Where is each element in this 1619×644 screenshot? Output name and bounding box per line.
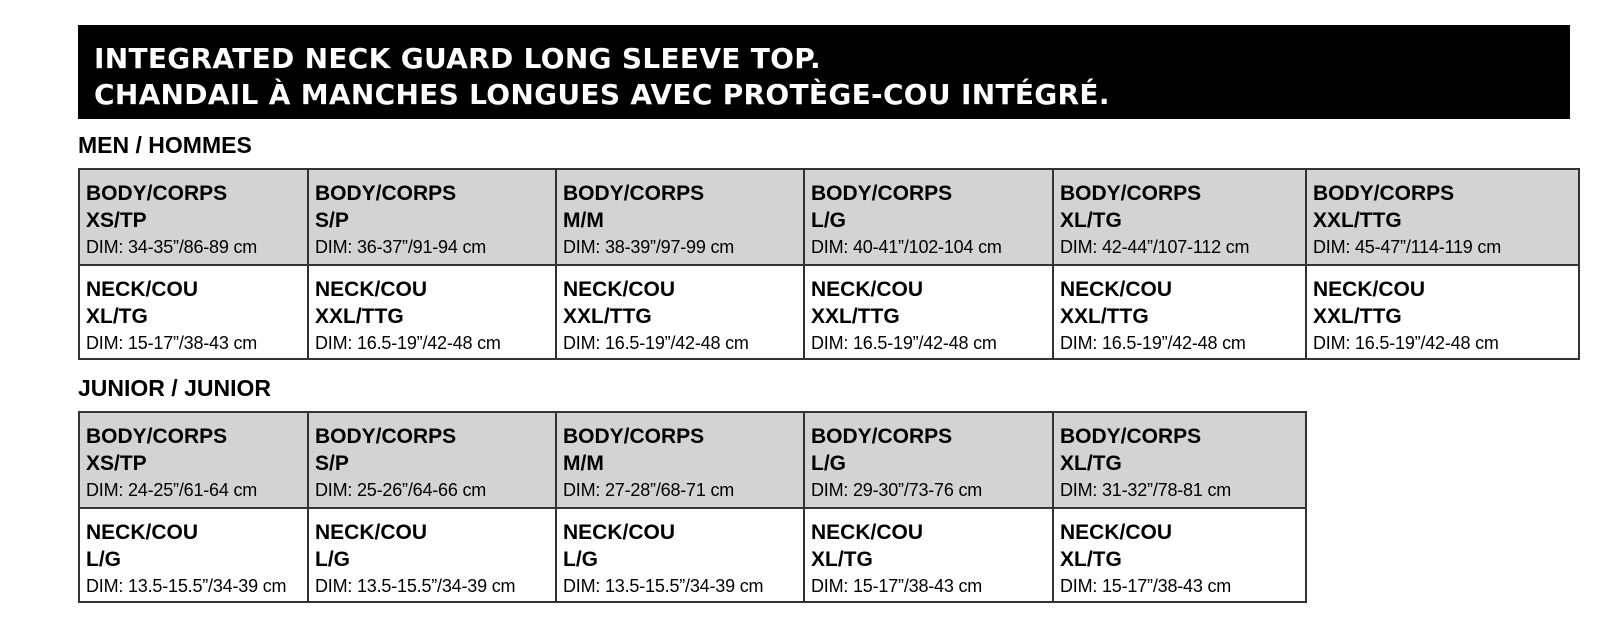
cell-size: XL/TG	[811, 548, 873, 571]
cell-part: BODY/CORPS	[1313, 182, 1455, 205]
cell-size: M/M	[563, 209, 604, 232]
size-cell	[79, 169, 308, 265]
size-cell	[1053, 169, 1306, 265]
cell-dim: DIM: 13.5-15.5”/34-39 cm	[563, 576, 764, 596]
cell-size: XXL/TTG	[1060, 305, 1149, 328]
cell-part: BODY/CORPS	[563, 425, 705, 448]
cell-part: BODY/CORPS	[315, 182, 457, 205]
cell-dim: DIM: 16.5-19”/42-48 cm	[1313, 333, 1499, 353]
size-cell	[308, 265, 556, 359]
cell-part: NECK/COU	[86, 521, 199, 544]
cell-size: L/G	[315, 548, 350, 571]
size-cell	[556, 265, 804, 359]
size-cell	[79, 412, 308, 508]
cell-size: XL/TG	[1060, 548, 1122, 571]
cell-part: BODY/CORPS	[1060, 182, 1202, 205]
cell-part: BODY/CORPS	[86, 425, 228, 448]
cell-dim: DIM: 45-47”/114-119 cm	[1313, 237, 1502, 257]
cell-size: L/G	[811, 452, 846, 475]
cell-dim: DIM: 36-37”/91-94 cm	[315, 237, 487, 257]
cell-dim: DIM: 31-32”/78-81 cm	[1060, 480, 1232, 500]
cell-part: NECK/COU	[563, 521, 676, 544]
size-cell	[1053, 508, 1306, 602]
men-neck-row	[79, 265, 1579, 359]
cell-part: NECK/COU	[1060, 521, 1173, 544]
cell-part: NECK/COU	[315, 278, 428, 301]
cell-size: XXL/TTG	[1313, 209, 1402, 232]
junior-body-row	[79, 412, 1306, 508]
cell-size: XS/TP	[86, 209, 147, 232]
men-section-title: MEN / HOMMES	[78, 132, 252, 158]
cell-part: NECK/COU	[86, 278, 199, 301]
cell-dim: DIM: 13.5-15.5”/34-39 cm	[315, 576, 516, 596]
title-banner	[78, 25, 1570, 119]
cell-size: XXL/TTG	[315, 305, 404, 328]
size-cell	[1306, 265, 1579, 359]
size-cell	[804, 169, 1053, 265]
junior-neck-row	[79, 508, 1306, 602]
size-cell	[308, 412, 556, 508]
size-cell	[79, 265, 308, 359]
cell-part: BODY/CORPS	[1060, 425, 1202, 448]
cell-size: L/G	[811, 209, 846, 232]
cell-size: L/G	[86, 548, 121, 571]
cell-size: XXL/TTG	[811, 305, 900, 328]
cell-dim: DIM: 15-17”/38-43 cm	[86, 333, 258, 353]
size-cell	[308, 508, 556, 602]
cell-part: BODY/CORPS	[811, 425, 953, 448]
cell-dim: DIM: 42-44”/107-112 cm	[1060, 237, 1250, 257]
cell-size: S/P	[315, 209, 349, 232]
cell-dim: DIM: 15-17”/38-43 cm	[1060, 576, 1232, 596]
men-body-row	[79, 169, 1579, 265]
size-cell	[556, 412, 804, 508]
cell-dim: DIM: 40-41”/102-104 cm	[811, 237, 1002, 257]
cell-dim: DIM: 34-35”/86-89 cm	[86, 237, 258, 257]
cell-size: XS/TP	[86, 452, 147, 475]
junior-size-table	[78, 411, 1307, 603]
cell-size: M/M	[563, 452, 604, 475]
cell-part: NECK/COU	[1060, 278, 1173, 301]
banner-title-french: CHANDAIL À MANCHES LONGUES AVEC PROTÈGE-COU INTÉGRÉ.	[94, 78, 1110, 111]
cell-size: XL/TG	[1060, 452, 1122, 475]
cell-dim: DIM: 16.5-19”/42-48 cm	[315, 333, 501, 353]
cell-dim: DIM: 15-17”/38-43 cm	[811, 576, 983, 596]
cell-part: BODY/CORPS	[811, 182, 953, 205]
cell-size: L/G	[563, 548, 598, 571]
men-size-table	[78, 168, 1580, 360]
size-cell	[556, 169, 804, 265]
cell-part: NECK/COU	[811, 521, 924, 544]
size-cell	[556, 508, 804, 602]
size-cell	[308, 169, 556, 265]
size-cell	[79, 508, 308, 602]
cell-part: NECK/COU	[315, 521, 428, 544]
cell-dim: DIM: 24-25”/61-64 cm	[86, 480, 258, 500]
cell-size: XL/TG	[86, 305, 148, 328]
cell-part: BODY/CORPS	[86, 182, 228, 205]
size-cell	[1306, 169, 1579, 265]
cell-dim: DIM: 16.5-19”/42-48 cm	[563, 333, 749, 353]
cell-dim: DIM: 16.5-19”/42-48 cm	[1060, 333, 1246, 353]
cell-dim: DIM: 16.5-19”/42-48 cm	[811, 333, 997, 353]
cell-part: BODY/CORPS	[563, 182, 705, 205]
cell-dim: DIM: 25-26”/64-66 cm	[315, 480, 487, 500]
cell-dim: DIM: 27-28”/68-71 cm	[563, 480, 735, 500]
size-cell	[1053, 265, 1306, 359]
size-cell	[804, 412, 1053, 508]
cell-dim: DIM: 13.5-15.5”/34-39 cm	[86, 576, 287, 596]
cell-part: BODY/CORPS	[315, 425, 457, 448]
size-cell	[804, 265, 1053, 359]
size-cell	[1053, 412, 1306, 508]
cell-size: XL/TG	[1060, 209, 1122, 232]
cell-dim: DIM: 29-30”/73-76 cm	[811, 480, 983, 500]
cell-size: S/P	[315, 452, 349, 475]
cell-dim: DIM: 38-39”/97-99 cm	[563, 237, 735, 257]
cell-part: NECK/COU	[563, 278, 676, 301]
cell-part: NECK/COU	[811, 278, 924, 301]
cell-size: XXL/TTG	[563, 305, 652, 328]
banner-title-english: INTEGRATED NECK GUARD LONG SLEEVE TOP.	[94, 42, 821, 75]
size-cell	[804, 508, 1053, 602]
cell-part: NECK/COU	[1313, 278, 1426, 301]
junior-section-title: JUNIOR / JUNIOR	[78, 375, 271, 401]
cell-size: XXL/TTG	[1313, 305, 1402, 328]
